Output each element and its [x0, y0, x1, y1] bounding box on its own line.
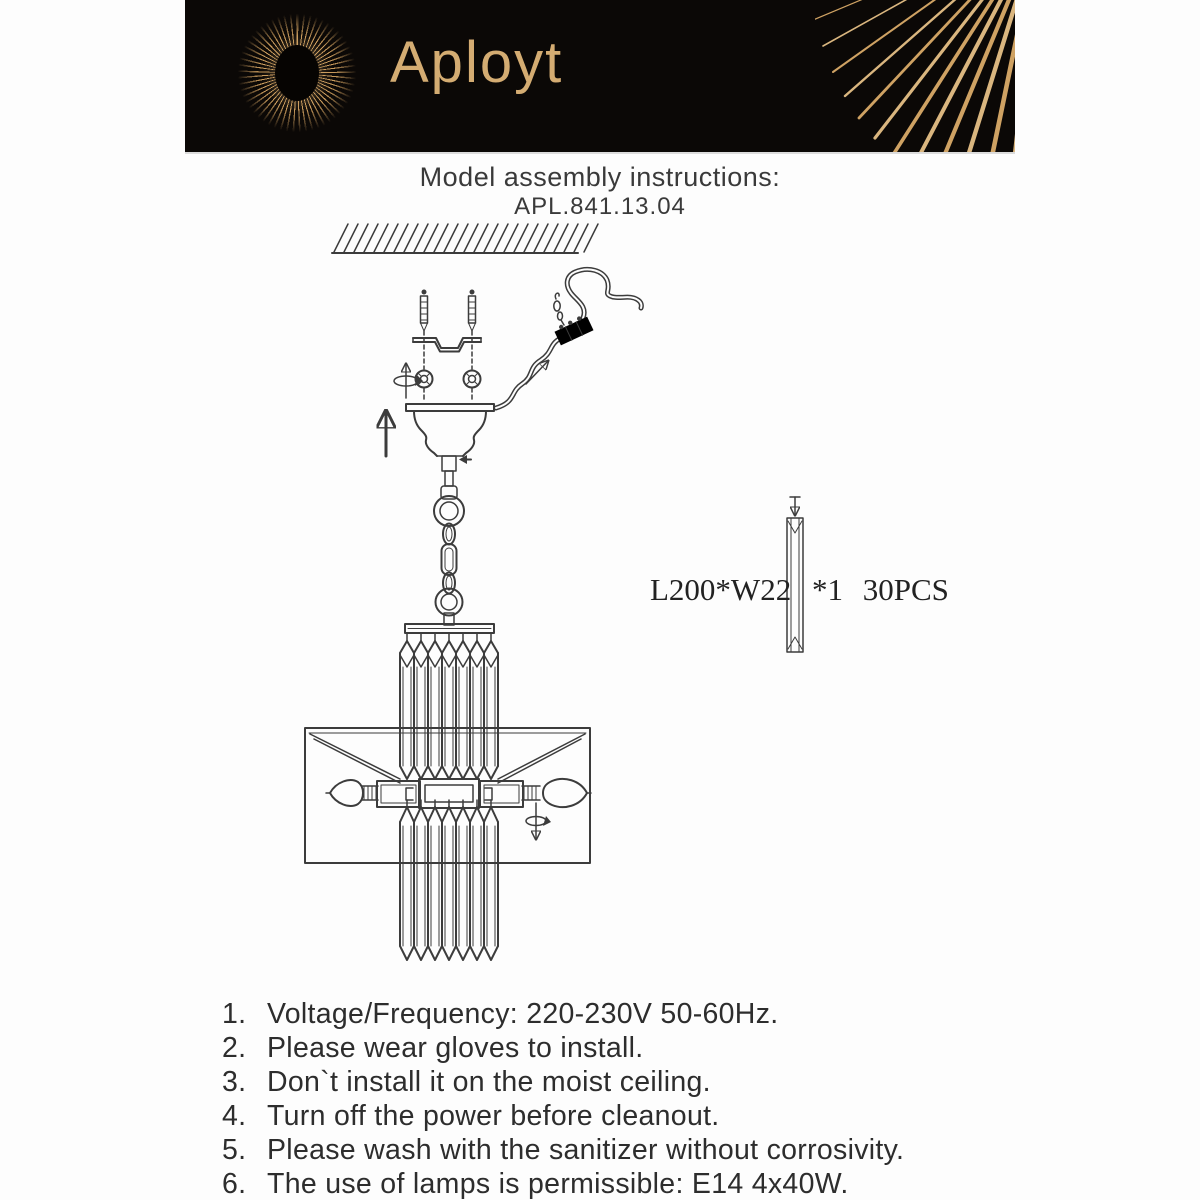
model-number: APL.841.13.04 — [514, 193, 686, 220]
sunburst-core — [275, 45, 319, 101]
instruction-number: 4. — [222, 1100, 247, 1132]
instruction-item — [222, 1065, 904, 1099]
crystal-size-label: L200*W22 — [650, 572, 792, 607]
terminal-block — [555, 316, 594, 345]
wire-hook — [554, 293, 564, 325]
instruction-text: Voltage/Frequency: 220-230V 50-60Hz. — [267, 998, 779, 1030]
instruction-text: The use of lamps is permissible: E14 4x40W. — [267, 1168, 849, 1200]
rotate-bulb-icon — [526, 803, 551, 839]
instruction-text: Turn off the power before cleanout. — [267, 1100, 720, 1132]
mounting-screws — [416, 290, 481, 400]
ceiling-hatch — [334, 224, 598, 252]
canopy-stem — [441, 456, 457, 499]
instruction-item — [222, 1133, 904, 1167]
rotate-screw-icon-left — [394, 364, 423, 398]
instruction-item — [222, 1031, 904, 1065]
instruction-number: 5. — [222, 1134, 247, 1166]
instruction-text: Don`t install it on the moist ceiling. — [267, 1066, 711, 1098]
candle-bulb-right — [522, 779, 591, 807]
upper-crystal-column — [400, 633, 498, 779]
instruction-number: 1. — [222, 998, 247, 1030]
candle-bulb-left — [326, 780, 378, 806]
instruction-text: Please wear gloves to install. — [267, 1032, 644, 1064]
instruction-number: 3. — [222, 1066, 247, 1098]
instruction-item — [222, 1099, 904, 1133]
lamp-hub — [377, 779, 523, 808]
mounting-bracket — [413, 338, 481, 352]
hanging-chain — [434, 496, 464, 625]
crystal-qty-label: *1 30PCS — [812, 572, 949, 607]
instruction-text: Please wash with the sanitizer without corrosivity. — [267, 1134, 905, 1166]
ceiling-canopy — [406, 404, 494, 456]
shade-frame — [305, 728, 590, 863]
instruction-list — [222, 997, 904, 1200]
brand-wordmark: Aployt — [390, 30, 564, 95]
page-title: Model assembly instructions: — [419, 162, 781, 192]
instruction-item — [222, 1167, 904, 1200]
instruction-item — [222, 997, 904, 1031]
instruction-number: 2. — [222, 1032, 247, 1064]
lower-crystal-column — [400, 800, 498, 960]
instruction-number: 6. — [222, 1168, 247, 1200]
